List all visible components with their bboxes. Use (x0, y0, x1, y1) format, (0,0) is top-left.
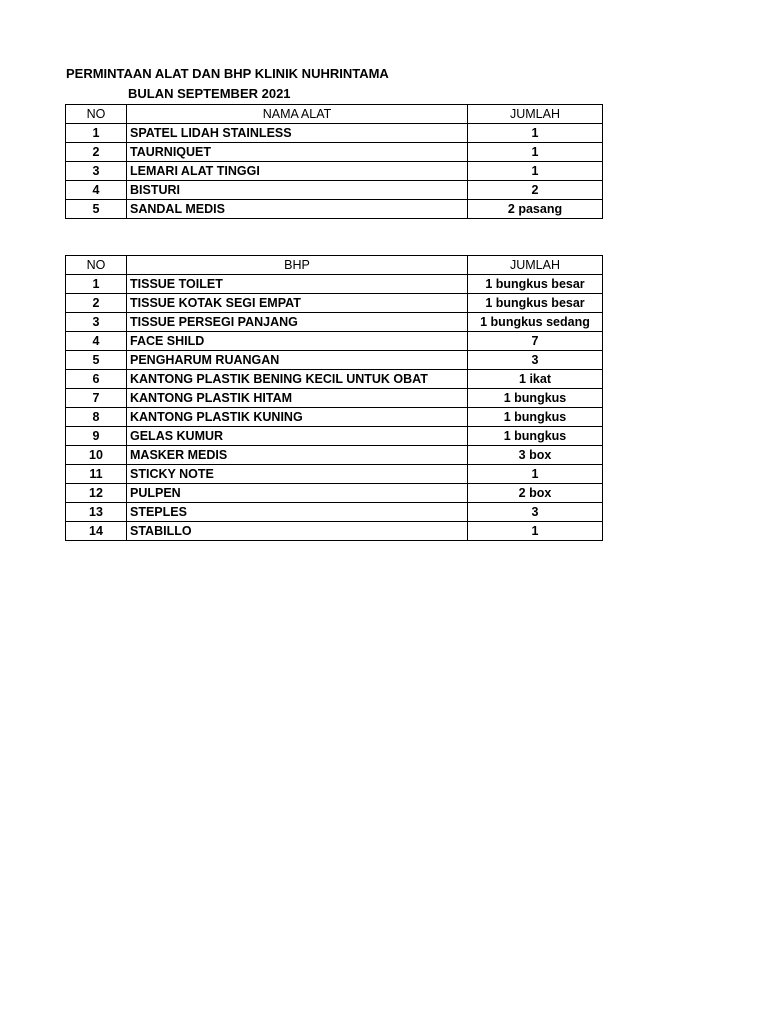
bhp-cell-qty: 1 bungkus besar (468, 294, 603, 313)
bhp-cell-name: KANTONG PLASTIK BENING KECIL UNTUK OBAT (127, 370, 468, 389)
bhp-cell-name: MASKER MEDIS (127, 446, 468, 465)
table-row (66, 389, 603, 408)
bhp-cell-qty: 1 bungkus (468, 408, 603, 427)
bhp-cell-qty: 2 box (468, 484, 603, 503)
bhp-cell-name: KANTONG PLASTIK KUNING (127, 408, 468, 427)
bhp-cell-name: STEPLES (127, 503, 468, 522)
bhp-cell-name: TISSUE KOTAK SEGI EMPAT (127, 294, 468, 313)
table-row (66, 522, 603, 541)
bhp-cell-name: STICKY NOTE (127, 465, 468, 484)
bhp-cell-name: KANTONG PLASTIK HITAM (127, 389, 468, 408)
bhp-cell-no: 5 (66, 351, 127, 370)
bhp-cell-no: 2 (66, 294, 127, 313)
bhp-cell-qty: 1 (468, 522, 603, 541)
table-row (66, 162, 603, 181)
bhp-cell-qty: 3 (468, 351, 603, 370)
table-row (66, 294, 603, 313)
bhp-cell-qty: 1 bungkus (468, 389, 603, 408)
bhp-cell-qty: 1 bungkus sedang (468, 313, 603, 332)
bhp-table (65, 255, 603, 541)
bhp-cell-no: 11 (66, 465, 127, 484)
table-row (66, 446, 603, 465)
bhp-cell-name: GELAS KUMUR (127, 427, 468, 446)
bhp-cell-name: PULPEN (127, 484, 468, 503)
alat-cell-name: SANDAL MEDIS (127, 200, 468, 219)
table-row (66, 427, 603, 446)
bhp-cell-qty: 3 box (468, 446, 603, 465)
document-title: PERMINTAAN ALAT DAN BHP KLINIK NUHRINTAMA (66, 66, 389, 81)
table-row (66, 181, 603, 200)
table-row (66, 200, 603, 219)
table-row (66, 503, 603, 522)
bhp-table-body (66, 275, 603, 541)
table-row (66, 332, 603, 351)
alat-cell-name: BISTURI (127, 181, 468, 200)
bhp-cell-name: FACE SHILD (127, 332, 468, 351)
alat-cell-no: 4 (66, 181, 127, 200)
alat-cell-qty: 2 pasang (468, 200, 603, 219)
bhp-cell-no: 3 (66, 313, 127, 332)
alat-cell-qty: 1 (468, 162, 603, 181)
bhp-cell-qty: 1 bungkus (468, 427, 603, 446)
bhp-cell-no: 6 (66, 370, 127, 389)
alat-table-header-row (66, 105, 603, 124)
table-row (66, 143, 603, 162)
alat-cell-qty: 1 (468, 143, 603, 162)
bhp-cell-no: 4 (66, 332, 127, 351)
bhp-header-qty: JUMLAH (468, 256, 603, 275)
bhp-cell-no: 13 (66, 503, 127, 522)
bhp-cell-no: 12 (66, 484, 127, 503)
bhp-cell-no: 1 (66, 275, 127, 294)
bhp-cell-qty: 3 (468, 503, 603, 522)
document-subtitle: BULAN SEPTEMBER 2021 (128, 86, 291, 101)
bhp-cell-qty: 1 bungkus besar (468, 275, 603, 294)
bhp-cell-qty: 1 ikat (468, 370, 603, 389)
alat-cell-no: 3 (66, 162, 127, 181)
bhp-header-name: BHP (127, 256, 468, 275)
alat-cell-name: LEMARI ALAT TINGGI (127, 162, 468, 181)
table-row (66, 124, 603, 143)
alat-header-name: NAMA ALAT (127, 105, 468, 124)
bhp-cell-name: TISSUE PERSEGI PANJANG (127, 313, 468, 332)
alat-cell-qty: 2 (468, 181, 603, 200)
alat-table (65, 104, 603, 219)
table-row (66, 351, 603, 370)
bhp-cell-name: TISSUE TOILET (127, 275, 468, 294)
alat-cell-no: 1 (66, 124, 127, 143)
bhp-cell-no: 7 (66, 389, 127, 408)
alat-cell-name: TAURNIQUET (127, 143, 468, 162)
table-row (66, 313, 603, 332)
bhp-cell-name: PENGHARUM RUANGAN (127, 351, 468, 370)
table-row (66, 465, 603, 484)
alat-table-body (66, 124, 603, 219)
alat-cell-name: SPATEL LIDAH STAINLESS (127, 124, 468, 143)
bhp-cell-no: 8 (66, 408, 127, 427)
bhp-cell-no: 9 (66, 427, 127, 446)
bhp-table-header-row (66, 256, 603, 275)
bhp-cell-no: 10 (66, 446, 127, 465)
table-row (66, 484, 603, 503)
table-row (66, 275, 603, 294)
bhp-cell-no: 14 (66, 522, 127, 541)
alat-header-no: NO (66, 105, 127, 124)
alat-cell-no: 2 (66, 143, 127, 162)
bhp-header-no: NO (66, 256, 127, 275)
alat-cell-qty: 1 (468, 124, 603, 143)
alat-cell-no: 5 (66, 200, 127, 219)
table-row (66, 408, 603, 427)
bhp-cell-qty: 1 (468, 465, 603, 484)
bhp-cell-name: STABILLO (127, 522, 468, 541)
bhp-cell-qty: 7 (468, 332, 603, 351)
table-row (66, 370, 603, 389)
alat-header-qty: JUMLAH (468, 105, 603, 124)
